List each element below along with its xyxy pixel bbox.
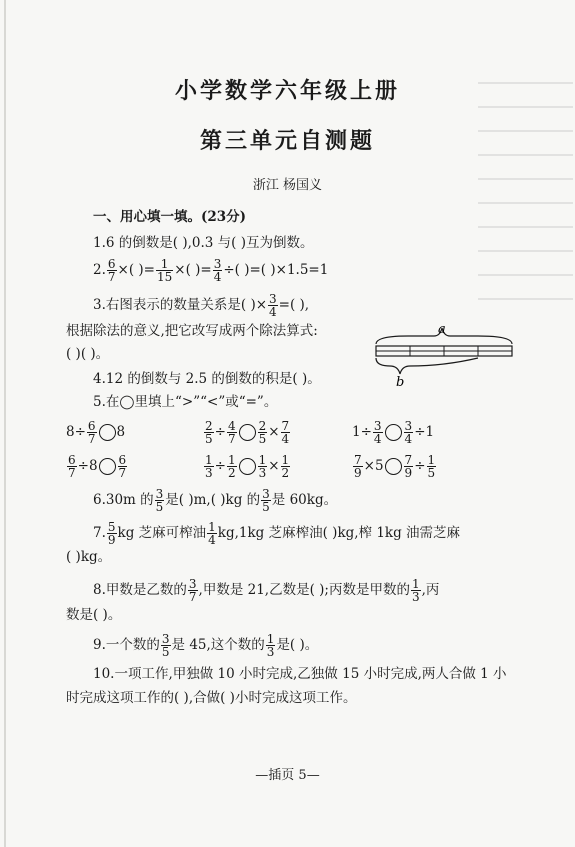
question-8-line-2: 数是( )。: [66, 607, 122, 623]
question-1: 1.6 的倒数是( ),0.3 与( )互为倒数。: [93, 235, 314, 251]
question-6: 6.30m 的 $\frac{3}{5}$ 是( )m,( )kg 的 $\frac{3}{5}$ 是 60kg。: [93, 487, 338, 514]
question-3: 3.右图表示的数量关系是( )× $\frac{3}{4}$ =( ),: [93, 292, 310, 319]
fraction: $\frac{3}{4}$: [213, 257, 222, 284]
author: 浙江 杨国义: [252, 178, 323, 193]
blank-circle[interactable]: [385, 458, 402, 475]
compare-row-1c: 1÷ $\frac{3}{4}$ $\frac{3}{4}$ ÷1: [352, 419, 435, 446]
blank-circle[interactable]: [99, 458, 116, 475]
question-10-line-2: 时完成这项工作的( ),合做( )小时完成这项工作。: [66, 690, 357, 706]
page-title: 小学数学六年级上册: [174, 78, 400, 104]
fraction: $\frac{6}{7}$: [87, 419, 96, 446]
blank-circle[interactable]: [239, 424, 256, 441]
label-a: a: [438, 322, 446, 337]
segment-diagram: [368, 322, 518, 388]
compare-row-1: 8÷ $\frac{6}{7}$ 8: [66, 419, 126, 446]
compare-row-2c: $\frac{7}{9}$ ×5 $\frac{7}{9}$ ÷ $\frac{1}{5}$: [354, 453, 436, 480]
compare-row-2: $\frac{6}{7}$ ÷8 $\frac{6}{7}$: [68, 453, 127, 480]
page-footer: —插页 5—: [255, 768, 320, 783]
question-10: 10.一项工作,甲独做 10 小时完成,乙独做 15 小时完成,两人合做 1 小: [93, 666, 507, 682]
blank-circle[interactable]: [239, 458, 256, 475]
question-8: 8.甲数是乙数的 $\frac{3}{7}$ ,甲数是 21,乙数是( );丙数是甲数的 $\frac{1}{3}$ ,丙: [93, 577, 440, 604]
question-3-line-3: ( )( )。: [66, 346, 110, 362]
bottom-brace: [376, 358, 478, 374]
fraction: $\frac{6}{7}$: [107, 257, 116, 284]
question-2: 2. $\frac{6}{7}$ ×( )= $\frac{1}{15}$ ×( )= $\frac{3}{4}$ ÷( )=( )×1.5=1: [93, 257, 329, 284]
bleed-through-marks: [478, 60, 573, 760]
page-subtitle: 第三单元自测题: [199, 128, 375, 154]
question-5: 5.在◯里填上“>”“<”或“=”。: [93, 394, 278, 410]
question-9: 9.一个数的 $\frac{3}{5}$ 是 45,这个数的 $\frac{1}{3}$ 是( )。: [93, 632, 319, 659]
fraction: $\frac{3}{4}$: [269, 292, 277, 319]
blank-circle[interactable]: [385, 424, 402, 441]
label-b: b: [396, 375, 405, 388]
question-7-line-2: ( )kg。: [66, 549, 112, 565]
compare-row-1b: $\frac{2}{5}$ ÷ $\frac{4}{7}$ $\frac{2}{5}$ × $\frac{7}{4}$: [205, 419, 290, 446]
question-3-line-2: 根据除法的意义,把它改写成两个除法算式:: [66, 323, 318, 339]
fraction: $\frac{1}{15}$: [156, 257, 173, 284]
blank-circle[interactable]: [99, 424, 116, 441]
question-4: 4.12 的倒数与 2.5 的倒数的积是( )。: [93, 371, 321, 387]
section-heading: 一、用心填一填。(23分): [93, 209, 247, 225]
question-7: 7. $\frac{5}{9}$ kg 芝麻可榨油 $\frac{1}{4}$ kg,1kg 芝麻榨油( )kg,榨 1kg 油需芝麻: [93, 520, 461, 547]
compare-row-2b: $\frac{1}{3}$ ÷ $\frac{1}{2}$ $\frac{1}{3}$ × $\frac{1}{2}$: [205, 453, 290, 480]
